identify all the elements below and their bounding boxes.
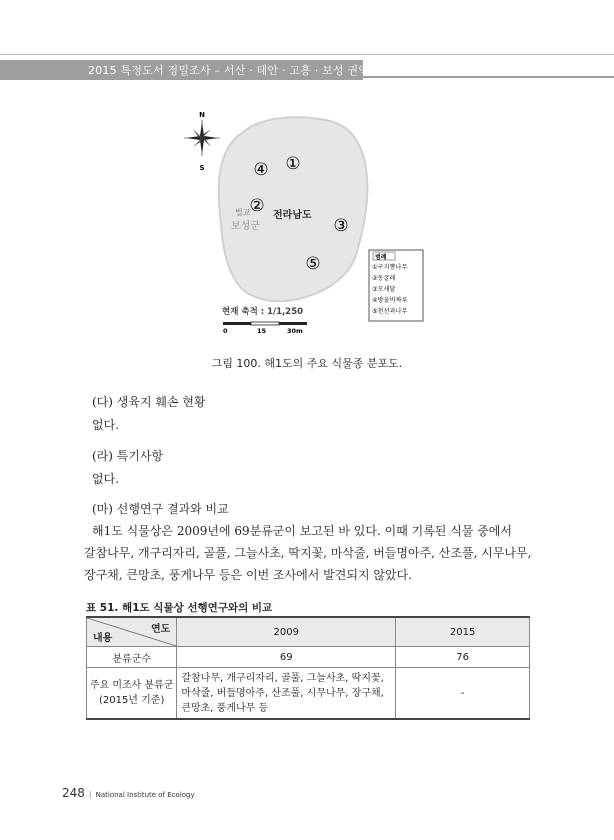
comparison-table (86, 616, 530, 720)
scale-text: 현재 축적 : 1/1,250 (222, 307, 304, 317)
row-label (87, 668, 177, 720)
table-row (87, 647, 530, 668)
marker-4: ④ (253, 160, 269, 180)
scale-tick: 0 (223, 327, 228, 335)
row-label-line: 주요 미조사 분류군 (89, 680, 174, 691)
legend-item: ⑤천선과나무 (372, 308, 408, 315)
cell-2009 (177, 668, 396, 720)
place-jeonnam: 전라남도 (273, 210, 312, 221)
footer-separator: | (88, 790, 92, 799)
marker-1: ① (285, 154, 301, 174)
page-number: 248 (62, 786, 85, 800)
marker-3: ③ (333, 216, 349, 236)
header-band-extension (363, 76, 614, 78)
species-line: 갈참나무, 개구리자리, 골풀, 그늘사초, 딱지꽃, (181, 672, 384, 684)
legend-item: ①구지뽕나무 (372, 264, 408, 271)
compass-icon (184, 120, 220, 156)
table-row (87, 668, 530, 720)
paragraph-line: 해1도 식물상은 2009년에 69분류군이 보고된 바 있다. 이때 기록된 식물 중에서 (92, 524, 512, 538)
place-beolgyo: 벌교 (235, 208, 251, 217)
column-header-2015: 2015 (396, 617, 530, 647)
table-title: 표 51. 해1도 식물상 선행연구와의 비교 (86, 602, 273, 614)
legend-item: ③모새달 (372, 286, 396, 293)
cell-2009: 69 (177, 647, 396, 668)
section-text-ra: 없다. (92, 472, 119, 486)
distribution-map (175, 108, 435, 348)
cell-2015: - (396, 668, 530, 720)
page-footer (62, 782, 195, 801)
section-heading-ma: (마) 선행연구 결과와 비교 (92, 502, 229, 516)
section-text-da: 없다. (92, 418, 119, 432)
legend-item: ④방울비짜루 (372, 297, 408, 304)
row-label: 분류군수 (87, 647, 177, 668)
compass-south: S (199, 164, 205, 172)
running-header: 2015 특정도서 정밀조사 – 서산 · 태안 · 고흥 · 보성 권역 (88, 64, 370, 77)
row-label-line: (2015년 기준) (98, 695, 165, 706)
scale-bar (223, 322, 307, 325)
marker-5: ⑤ (305, 254, 321, 274)
corner-year-label: 연도 (151, 624, 171, 635)
marker-2: ② (249, 196, 265, 216)
table-header-row (87, 617, 530, 647)
column-header-2009: 2009 (177, 617, 396, 647)
institute-name: National Institute of Ecology (95, 791, 195, 799)
section-heading-da: (다) 생육지 훼손 현황 (92, 395, 206, 409)
scale-tick: 15 (257, 327, 267, 335)
paragraph-line: 갈참나무, 개구리자리, 골풀, 그늘사초, 딱지꽃, 마삭줄, 버들명아주, 산조풀, 시무나무, (84, 546, 532, 560)
paragraph-line: 장구채, 큰망초, 풍게나무 등은 이번 조사에서 발견되지 않았다. (84, 568, 412, 582)
legend-item: ②동굴레 (372, 275, 396, 282)
map-legend (369, 250, 423, 321)
cell-2015: 76 (396, 647, 530, 668)
species-line: 큰망초, 풍게나무 등 (181, 702, 269, 714)
compass-north: N (199, 111, 205, 119)
place-boseong: 보성군 (231, 221, 260, 232)
scale-tick: 30m (287, 327, 303, 335)
section-heading-ra: (라) 특기사항 (92, 449, 164, 463)
table-corner-cell (87, 617, 177, 647)
corner-content-label: 내용 (93, 633, 113, 644)
legend-title: 범례 (375, 254, 387, 261)
species-line: 마삭줄, 버들명아주, 산조풀, 시무나무, 장구채, (181, 687, 384, 699)
header-rule (0, 54, 614, 55)
figure-caption: 그림 100. 해1도의 주요 식물종 분포도. (211, 357, 403, 370)
